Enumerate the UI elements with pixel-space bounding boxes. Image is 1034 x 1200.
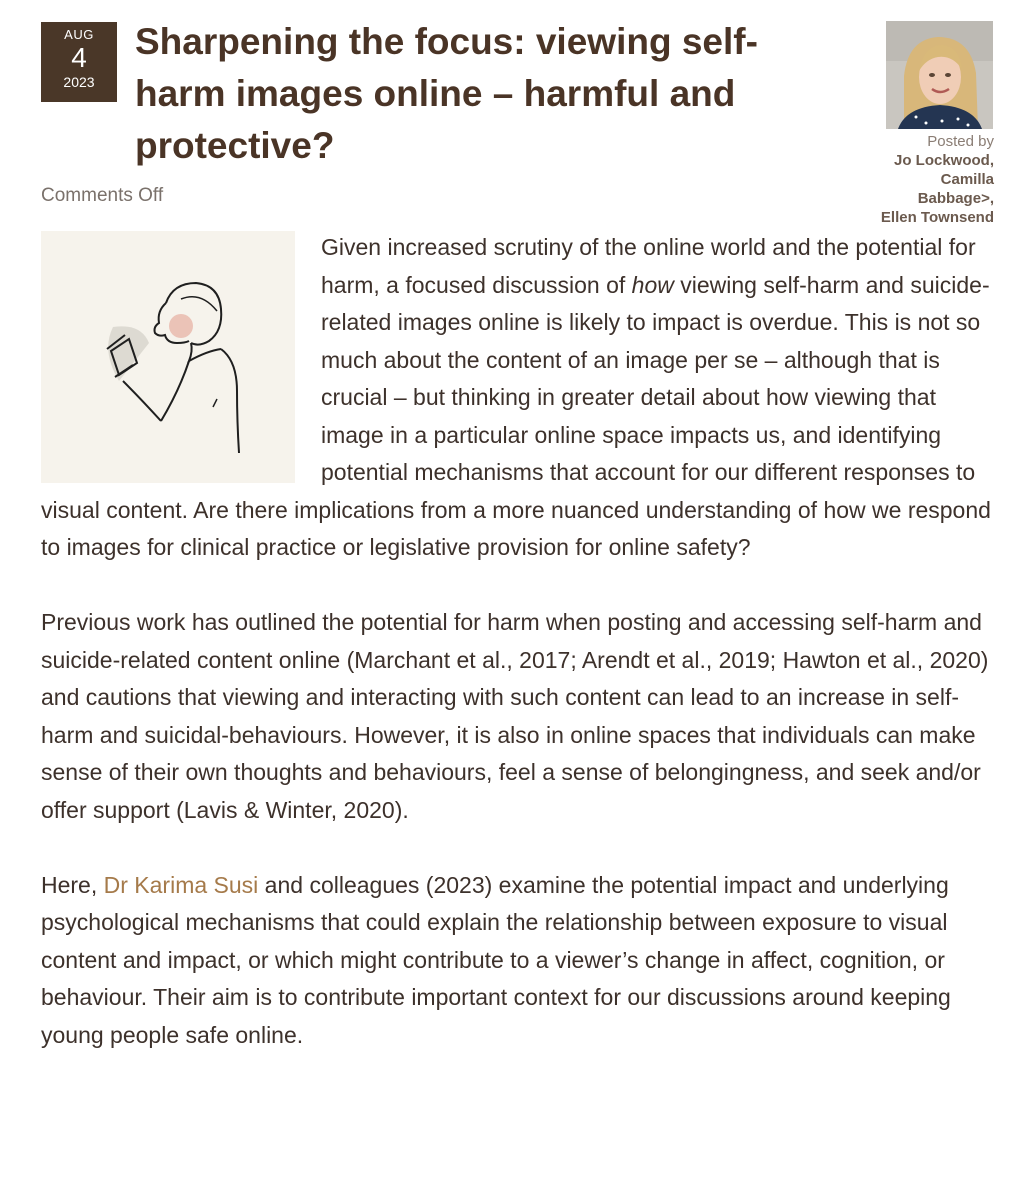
author-names[interactable] (846, 151, 994, 227)
author-name-line[interactable]: Camilla (940, 171, 994, 188)
date-badge (41, 22, 117, 102)
date-year: 2023 (63, 74, 95, 90)
comments-status: Comments Off (41, 185, 164, 206)
date-month: AUG (64, 27, 94, 42)
article-paragraph (41, 867, 996, 1055)
paragraph-text: and colleagues (2023) examine the potential impact and underlying psychological mechanisms that could explain the relationship between exposure to visual content and impact, or which might contribute to a viewer’s change in affect, cognition, or behaviour. Their aim is to contribute important context for our discussions around keeping young people safe online. (41, 871, 951, 1048)
article-body (41, 229, 996, 1092)
emphasis-text: how (631, 271, 674, 298)
image-float-spacer (41, 229, 295, 491)
paragraph-text: Given increased scrutiny of the online world and the potential for harm, a focused discussion of (321, 234, 976, 298)
post-title[interactable]: Sharpening the focus: viewing self-harm images online – harmful and protective? (135, 21, 758, 166)
author-name-line[interactable]: Jo Lockwood, (893, 152, 994, 169)
date-day: 4 (71, 42, 87, 73)
paragraph-text: viewing self-harm and suicide-related images online is likely to impact is overdue. This is not so much about the content of an image per se – although that is crucial – but thinking in greater detail about how viewing that image in a particular online space impacts us, and identifying potential mechanisms that account for our different responses to visual content. Are there implications from a more nuanced understanding of how we respond to images for clinical practice or legislative provision for online safety? (41, 271, 991, 560)
posted-by-label: Posted by (927, 133, 994, 150)
author-info (846, 132, 994, 227)
article-paragraph: Previous work has outlined the potential for harm when posting and accessing self-harm and suicide-related content online (Marchant et al., 2017; Arendt et al., 2019; Hawton et al., 2020) and cautions that viewing and interacting with such content can lead to an increase in self-harm and suicidal-behaviours. However, it is also in online spaces that individuals can make sense of their own thoughts and behaviours, feel a sense of belongingness, and seek and/or offer support (Lavis & Winter, 2020). (41, 609, 989, 823)
author-link-karima-susi[interactable]: Dr Karima Susi (103, 871, 259, 898)
author-avatar[interactable] (886, 21, 993, 129)
author-name-line[interactable]: Babbage>, (917, 190, 994, 207)
paragraph-text: Here, (41, 871, 104, 898)
author-name-line[interactable]: Ellen Townsend (880, 209, 994, 226)
author-portrait-image (886, 21, 993, 129)
